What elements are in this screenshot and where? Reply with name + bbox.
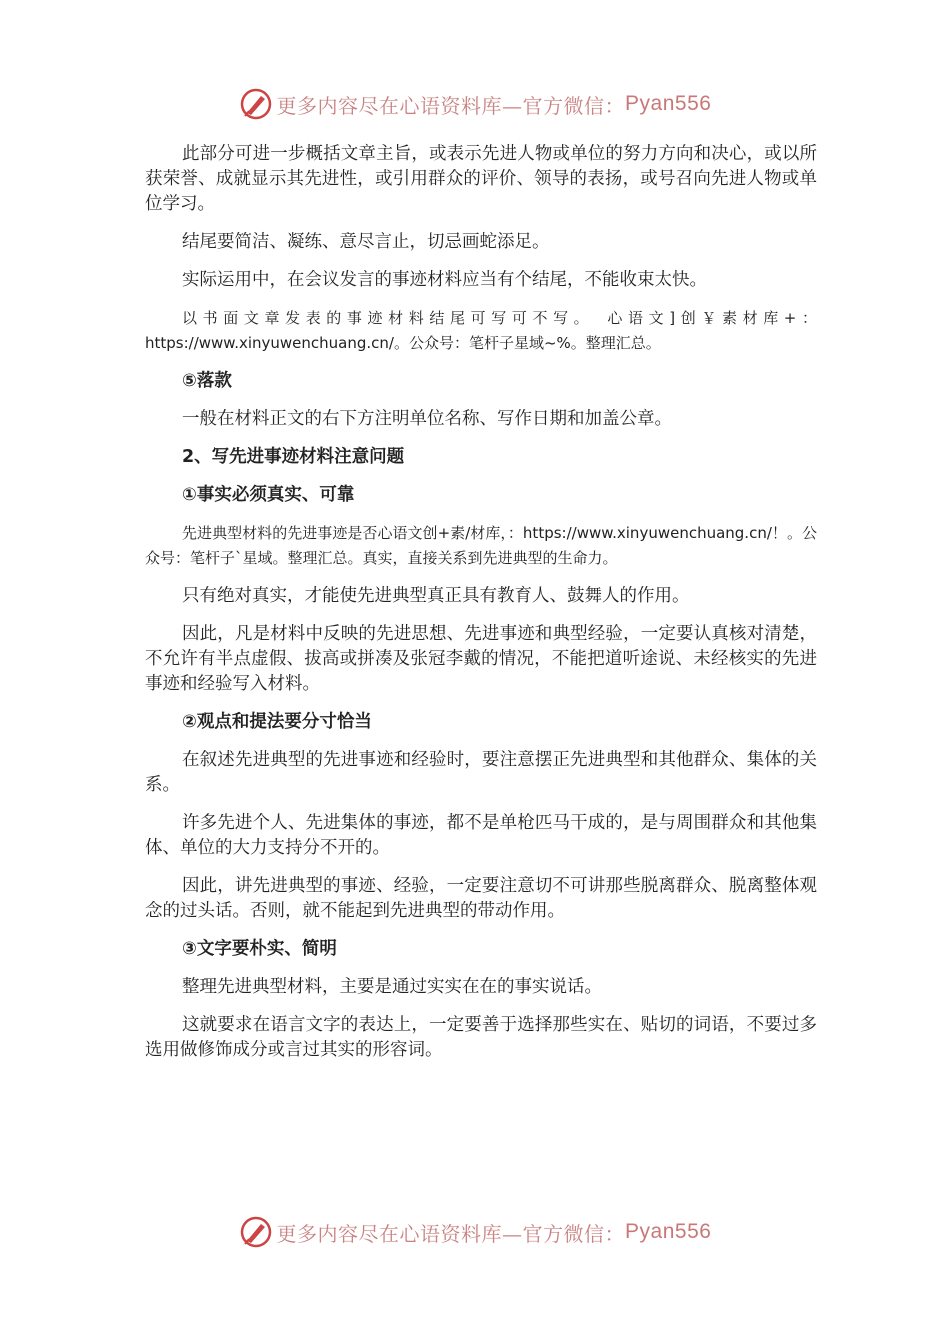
paragraph: 先进典型材料的先进事迹是否心语文创+素/材库，：https://www.xinyuwenchuang.cn/！。公众号：笔杆子`星域。整理汇总。真实，直接关系到先进典型的生命力。 — [145, 524, 817, 567]
section-heading: ①事实必须真实、可靠 — [182, 485, 355, 505]
paragraph: 以书面文章发表的事迹材料结尾可写可不写。 心语文]创￥素材库+：https://www.xinyuwenchuang.cn/。公众号：笔杆子星域~%。整理汇总。 — [145, 309, 817, 352]
paragraph: 在叙述先进典型的先进事迹和经验时，要注意摆正先进典型和其他群众、集体的关系。 — [145, 750, 817, 795]
section-heading: ③文字要朴实、简明 — [182, 939, 337, 959]
banner-text: 更多内容尽在心语资料库—官方微信： — [276, 1221, 626, 1246]
footer-banner — [0, 1212, 950, 1252]
pen-logo-icon — [239, 1215, 273, 1249]
pen-logo-icon — [239, 87, 273, 121]
paragraph: 整理先进典型材料，主要是通过实实在在的事实说话。 — [182, 977, 602, 997]
paragraph: 因此，凡是材料中反映的先进思想、先进事迹和典型经验，一定要认真核对清楚，不允许有半点虚假、拔高或拼凑及张冠李戴的情况，不能把道听途说、未经核实的先进事迹和经验写入材料。 — [145, 624, 817, 694]
section-heading: ⑤落款 — [182, 371, 232, 391]
paragraph: 只有绝对真实，才能使先进典型真正具有教育人、鼓舞人的作用。 — [182, 586, 690, 606]
paragraph: 结尾要简洁、凝练、意尽言止，切忌画蛇添足。 — [182, 232, 550, 252]
banner-wechat-id: Pyan556 — [625, 92, 712, 115]
paragraph: 许多先进个人、先进集体的事迹，都不是单枪匹马干成的，是与周围群众和其他集体、单位的大力支持分不开的。 — [145, 813, 817, 858]
paragraph: 这就要求在语言文字的表达上，一定要善于选择那些实在、贴切的词语，不要过多选用做修饰成分或言过其实的形容词。 — [145, 1015, 817, 1060]
banner-wechat-id: Pyan556 — [625, 1220, 712, 1243]
header-banner — [0, 84, 950, 124]
section-heading: ②观点和提法要分寸恰当 — [182, 712, 372, 732]
document-body — [145, 142, 817, 1076]
section-heading: 2、写先进事迹材料注意问题 — [182, 447, 405, 467]
paragraph: 此部分可进一步概括文章主旨，或表示先进人物或单位的努力方向和决心，或以所获荣誉、成就显示其先进性，或引用群众的评价、领导的表扬，或号召向先进人物或单位学习。 — [145, 144, 817, 214]
paragraph: 实际运用中，在会议发言的事迹材料应当有个结尾，不能收束太快。 — [182, 270, 707, 290]
banner-text: 更多内容尽在心语资料库—官方微信： — [276, 93, 626, 118]
paragraph: 一般在材料正文的右下方注明单位名称、写作日期和加盖公章。 — [182, 409, 672, 429]
paragraph: 因此，讲先进典型的事迹、经验，一定要注意切不可讲那些脱离群众、脱离整体观念的过头话。否则，就不能起到先进典型的带动作用。 — [145, 876, 817, 921]
